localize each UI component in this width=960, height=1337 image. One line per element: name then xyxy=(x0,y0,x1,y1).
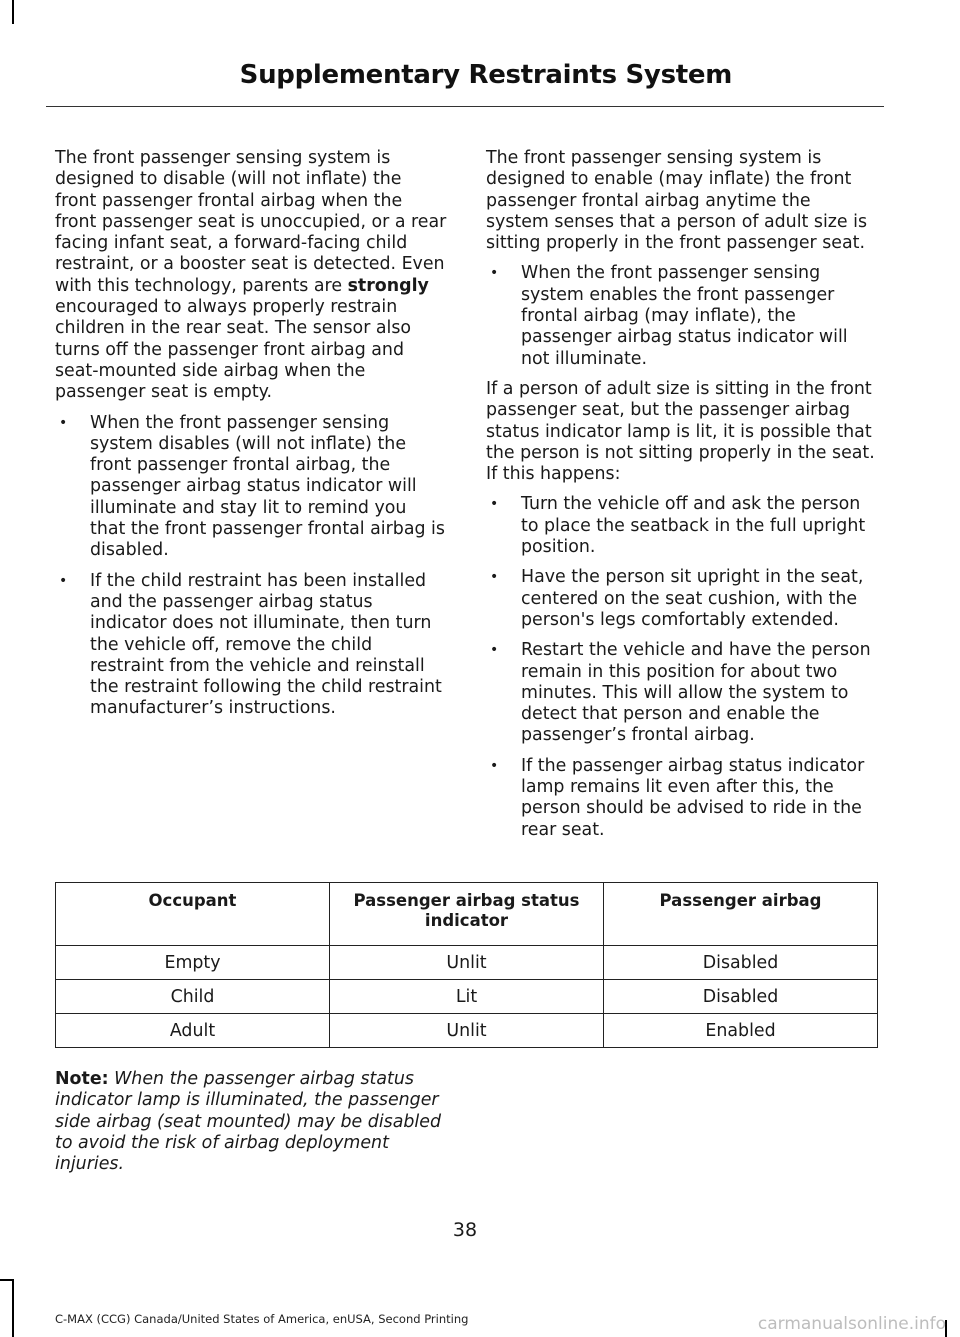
left-bullet-list xyxy=(55,413,447,720)
header-divider xyxy=(46,106,884,107)
table-cell: Lit xyxy=(330,980,604,1014)
list-item: • When the front passenger sensing system disables (will not inflate) the front passenger frontal airbag, the passenger airbag status indicator will illuminate and stay lit to remind you that the front passenger frontal airbag is disabled. xyxy=(55,413,447,562)
note-paragraph xyxy=(55,1069,447,1175)
column-header-occupant: Occupant xyxy=(56,883,330,946)
table-cell: Adult xyxy=(56,1014,330,1048)
list-item: • When the front passenger sensing system enables the front passenger frontal airbag (may inflate), the passenger airbag status indicator will not illuminate. xyxy=(486,263,878,369)
page-number: 38 xyxy=(452,1219,478,1241)
note-text: When the passenger airbag status indicator lamp is illuminated, the passenger side airbag (seat mounted) may be disabled to avoid the risk of airbag deployment injuries. xyxy=(55,1069,441,1175)
crop-mark-top-left xyxy=(12,0,14,24)
table-cell: Empty xyxy=(56,946,330,980)
left-paragraph-1: The front passenger sensing system is designed to disable (will not inflate) the front passenger frontal airbag when the front passenger seat is unoccupied, or a rear facing infant seat, a forward-facing child restraint, or a booster seat is detected. Even with this technology, parents are strongly encouraged to always properly restrain children in the rear seat. The sensor also turns off the passenger front airbag and seat-mounted side airbag when the passenger seat is empty. xyxy=(55,148,447,403)
right-paragraph-1: The front passenger sensing system is designed to enable (may inflate) the front passenger frontal airbag anytime the system senses that a person of adult size is sitting properly in the front passenger seat. xyxy=(486,148,868,254)
table-row xyxy=(56,980,878,1014)
table-row xyxy=(56,1014,878,1048)
left-column xyxy=(55,148,447,729)
table-header-row xyxy=(56,883,878,946)
right-bullet-list-2 xyxy=(486,494,878,840)
right-paragraph-2: If a person of adult size is sitting in the front passenger seat, but the passenger airbag status indicator lamp is lit, it is possible that the person is not sitting properly in the seat. If this happens: xyxy=(486,378,875,485)
list-item: • If the child restraint has been installed and the passenger airbag status indicator does not illuminate, then turn the vehicle off, remove the child restraint from the vehicle and reinstall the restraint following the child restraint manufacturer’s instructions. xyxy=(55,571,447,720)
list-item: • Restart the vehicle and have the person remain in this position for about two minutes. This will allow the system to detect that person and enable the passenger’s frontal airbag. xyxy=(486,640,878,746)
column-header-airbag: Passenger airbag xyxy=(604,883,878,946)
list-item: • Have the person sit upright in the seat, centered on the seat cushion, with the person's legs comfortably extended. xyxy=(486,567,878,631)
watermark[interactable]: carmanualsonline.info xyxy=(757,1314,946,1334)
list-item: • If the passenger airbag status indicator lamp remains lit even after this, the person should be advised to ride in the rear seat. xyxy=(486,756,878,841)
footer-text: C-MAX (CCG) Canada/United States of America, enUSA, Second Printing xyxy=(55,1312,469,1326)
table-cell: Disabled xyxy=(604,946,878,980)
table-cell: Child xyxy=(56,980,330,1014)
right-column xyxy=(486,148,878,850)
table-cell: Unlit xyxy=(330,1014,604,1048)
note-label: Note: xyxy=(55,1069,109,1089)
table-cell: Unlit xyxy=(330,946,604,980)
crop-mark-bottom-left xyxy=(0,1279,14,1281)
crop-mark-left-bottom xyxy=(12,1280,14,1337)
table-cell: Enabled xyxy=(604,1014,878,1048)
table-cell: Disabled xyxy=(604,980,878,1014)
column-header-indicator: Passenger airbag status indicator xyxy=(330,883,604,946)
emphasis-strongly: strongly xyxy=(347,275,429,296)
right-bullet-list-1 xyxy=(486,263,878,369)
table-row xyxy=(56,946,878,980)
list-item: • Turn the vehicle off and ask the person to place the seatback in the full upright position. xyxy=(486,494,878,558)
airbag-status-table xyxy=(55,882,878,1048)
page-header-title: Supplementary Restraints System xyxy=(239,60,732,90)
